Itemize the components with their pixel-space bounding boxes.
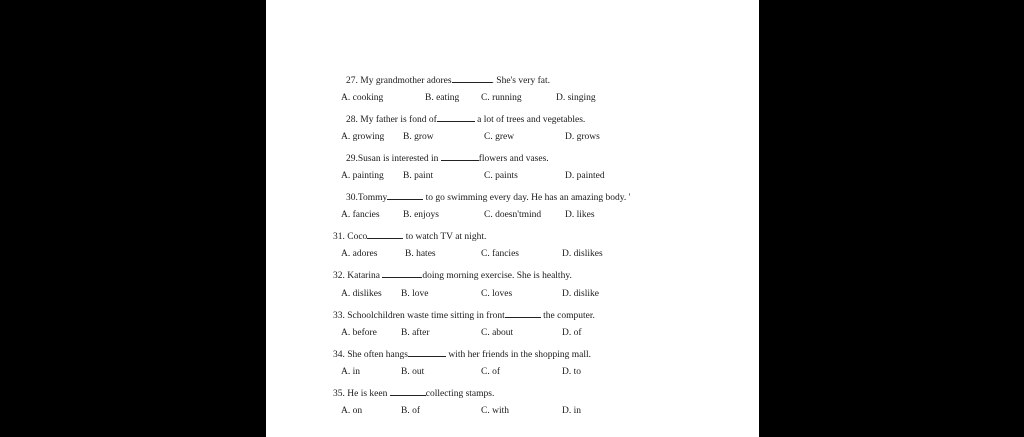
option-c[interactable]: C. fancies <box>481 249 519 259</box>
answer-blank[interactable] <box>390 386 426 396</box>
question-number: 28. <box>346 115 358 125</box>
question-31 <box>333 229 486 243</box>
question-text-after: a lot of trees and vegetables. <box>477 115 586 125</box>
option-c[interactable]: C. loves <box>481 289 513 299</box>
option-c[interactable]: C. about <box>481 328 514 338</box>
question-text-before: She often hangs <box>347 350 408 360</box>
question-text-after: the computer. <box>543 311 595 321</box>
option-a[interactable]: A. painting <box>341 171 384 181</box>
option-a[interactable]: A. cooking <box>341 93 384 103</box>
option-c[interactable]: C. paints <box>484 171 518 181</box>
question-30 <box>346 190 630 204</box>
option-d[interactable]: D. dislike <box>562 289 599 299</box>
option-a[interactable]: A. growing <box>341 132 385 142</box>
answer-blank[interactable] <box>505 308 541 318</box>
option-d[interactable]: D. of <box>562 328 582 338</box>
question-text-after: . She's very fat. <box>491 76 550 86</box>
question-33 <box>333 308 595 322</box>
question-number: 31. <box>333 232 345 242</box>
answer-blank[interactable] <box>452 73 492 83</box>
option-b[interactable]: B. hates <box>405 249 436 259</box>
option-d[interactable]: D. likes <box>565 210 595 220</box>
option-a[interactable]: A. dislikes <box>341 289 382 299</box>
answer-blank[interactable] <box>387 190 423 200</box>
question-32 <box>333 268 572 282</box>
option-c[interactable]: C. running <box>481 93 522 103</box>
question-number: 27. <box>346 76 358 86</box>
option-d[interactable]: D. to <box>562 367 581 377</box>
option-d[interactable]: D. singing <box>556 93 596 103</box>
option-c[interactable]: C. doesn'tmind <box>484 210 542 220</box>
question-text-before: My grandmother adores <box>360 76 452 86</box>
question-number: 33. <box>333 311 345 321</box>
question-35 <box>333 386 494 400</box>
answer-blank[interactable] <box>437 112 475 122</box>
answer-blank[interactable] <box>441 151 479 161</box>
question-28 <box>346 112 585 126</box>
question-number: 35. <box>333 389 345 399</box>
worksheet-page <box>266 0 759 437</box>
option-a[interactable]: A. fancies <box>341 210 380 220</box>
question-number: 29. <box>346 154 358 164</box>
question-number: 34. <box>333 350 345 360</box>
option-a[interactable]: A. in <box>341 367 360 377</box>
option-b[interactable]: B. after <box>401 328 430 338</box>
option-a[interactable]: A. adores <box>341 249 378 259</box>
question-text-before: Coco <box>347 232 368 242</box>
question-text-after: to watch TV at night. <box>405 232 487 242</box>
question-text-before: Schoolchildren waste time sitting in front <box>347 311 505 321</box>
question-text-after: to go swimming every day. He has an amazing body. ' <box>425 193 631 203</box>
answer-blank[interactable] <box>382 268 422 278</box>
option-d[interactable]: D. grows <box>565 132 600 142</box>
question-number: 32. <box>333 271 345 281</box>
option-d[interactable]: D. painted <box>565 171 605 181</box>
option-c[interactable]: C. of <box>481 367 500 377</box>
question-text-before: Susan is interested in <box>357 154 439 164</box>
question-34 <box>333 347 591 361</box>
question-27 <box>346 73 550 87</box>
question-29 <box>346 151 549 165</box>
option-b[interactable]: B. of <box>401 406 420 416</box>
question-number: 30. <box>346 193 358 203</box>
option-d[interactable]: D. in <box>562 406 581 416</box>
option-c[interactable]: C. with <box>481 406 509 416</box>
question-text-before: Tommy <box>357 193 388 203</box>
option-b[interactable]: B. grow <box>403 132 434 142</box>
option-a[interactable]: A. on <box>341 406 363 416</box>
option-b[interactable]: B. out <box>401 367 425 377</box>
option-b[interactable]: B. eating <box>425 93 460 103</box>
question-text-after: collecting stamps. <box>425 389 495 399</box>
answer-blank[interactable] <box>367 229 403 239</box>
option-b[interactable]: B. enjoys <box>403 210 439 220</box>
question-text-before: Katarina <box>347 271 380 281</box>
question-text-after: with her friends in the shopping mall. <box>448 350 592 360</box>
question-text-before: My father is fond of <box>360 115 437 125</box>
option-c[interactable]: C. grew <box>484 132 515 142</box>
question-text-after: flowers and vases. <box>478 154 549 164</box>
option-b[interactable]: B. love <box>401 289 429 299</box>
question-text-after: doing morning exercise. She is healthy. <box>422 271 572 281</box>
option-a[interactable]: A. before <box>341 328 377 338</box>
option-b[interactable]: B. paint <box>403 171 434 181</box>
option-d[interactable]: D. dislikes <box>562 249 603 259</box>
answer-blank[interactable] <box>408 347 446 357</box>
question-text-before: He is keen <box>347 389 388 399</box>
